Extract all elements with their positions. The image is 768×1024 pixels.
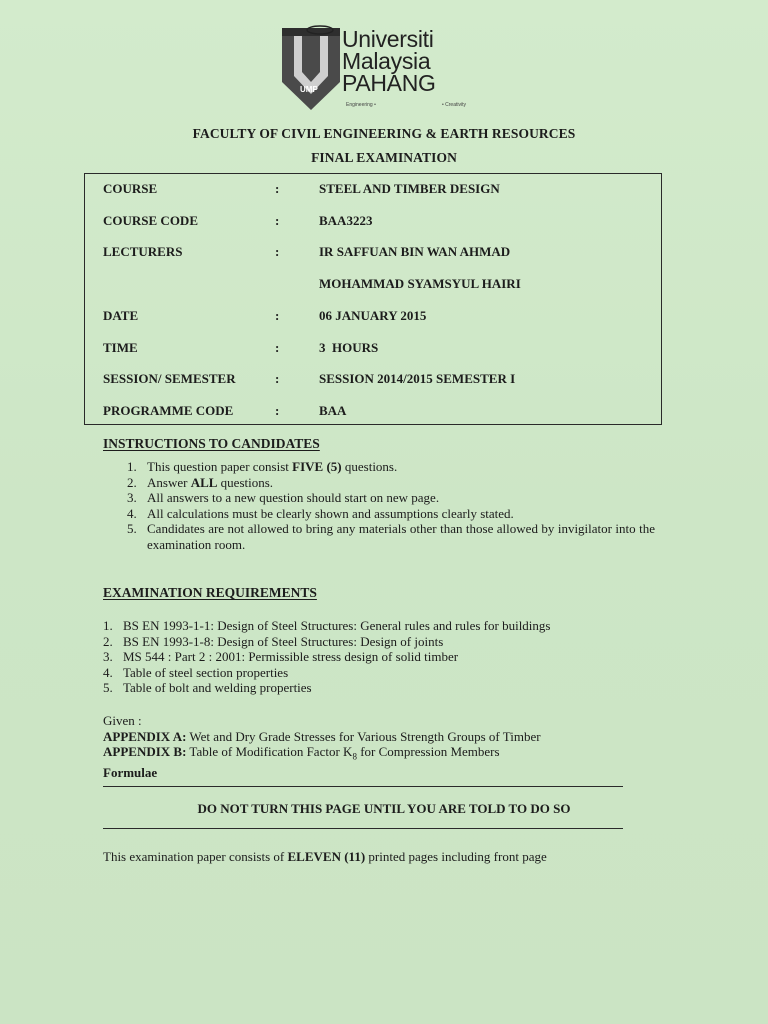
exam-title: FINAL EXAMINATION [311,150,457,165]
logo-tagline [346,102,466,108]
item-text: MS 544 : Part 2 : 2001: Permissible stress design of solid timber [123,649,459,664]
formulae-label: Formulae [103,765,158,781]
colon: : [275,403,280,418]
item-number: 1. [103,618,113,633]
instructions-list [127,459,655,552]
requirements-title: EXAMINATION REQUIREMENTS [103,585,317,600]
appendix-b-text: Table of Modification Factor K [186,744,353,759]
appendix-a-text: Wet and Dry Grade Stresses for Various Strength Groups of Timber [186,728,541,744]
colon: : [275,371,280,386]
tagline-left: Engineering • [346,102,376,108]
list-item [127,506,655,522]
list-item [127,475,655,491]
ump-shield-icon [280,22,342,112]
university-name [342,28,436,94]
list-item [103,618,643,634]
item-number: 3. [127,490,137,505]
list-item [127,521,655,552]
requirements-list [103,618,643,696]
lecturer-2: MOHAMMAD SYAMSYUL HAIRI [319,276,521,291]
appendix-a [103,729,541,745]
ump-badge-text: UMP [300,85,318,94]
given-block [103,713,541,781]
item-number: 5. [103,680,113,695]
colon: : [275,308,280,323]
session-label: SESSION/ SEMESTER [103,371,236,386]
university-logo [280,22,480,114]
lecturers-label: LECTURERS [103,244,183,259]
footer-bold: ELEVEN (11) [287,849,366,864]
item-text: All answers to a new question should start on new page. [147,490,440,505]
item-text: BS EN 1993-1-8: Design of Steel Structures: Design of joints [123,633,444,649]
item-number: 4. [127,505,137,521]
item-text: Candidates are not allowed to bring any materials other than those allowed by invigilator into the examination room. [147,521,655,552]
warning-notice: DO NOT TURN THIS PAGE UNTIL YOU ARE TOLD TO DO SO [197,801,571,816]
faculty-name: FACULTY OF CIVIL ENGINEERING & EARTH RESOURCES [192,126,576,141]
programme-label: PROGRAMME CODE [103,403,234,418]
appendix-b-label: APPENDIX B: [103,744,187,759]
item-text: This question paper consist [147,459,293,474]
item-number: 2. [127,474,137,490]
session-value: SESSION 2014/2015 SEMESTER I [319,371,516,386]
item-text: All calculations must be clearly shown and assumptions clearly stated. [147,505,514,521]
appendix-b-tail: for Compression Members [356,744,500,759]
list-item [127,490,655,506]
item-text: Table of bolt and welding properties [123,680,312,695]
formulae [103,765,541,781]
appendix-b [103,744,541,765]
item-bold: ALL [190,474,218,490]
colon: : [275,340,280,355]
item-text: Table of steel section properties [123,664,289,680]
university-name-line1: Universiti [342,26,434,52]
divider-bottom [103,828,623,829]
university-name-line2: Malaysia [342,48,431,74]
instructions-title: INSTRUCTIONS TO CANDIDATES [103,436,320,451]
appendix-b-subscript: 8 [352,751,357,762]
item-number: 4. [103,664,113,680]
item-text: BS EN 1993-1-1: Design of Steel Structures: General rules and rules for buildings [123,618,551,633]
course-label: COURSE [103,181,158,196]
divider-top [103,786,623,787]
university-name-line3: PAHANG [342,70,436,96]
item-number: 5. [127,521,137,536]
time-label: TIME [103,340,138,355]
list-item [103,665,643,681]
colon: : [275,213,280,228]
list-item [103,649,643,665]
item-bold: FIVE (5) [292,459,342,474]
course-code-label: COURSE CODE [103,213,198,228]
item-text: Answer [147,474,191,490]
footer-text: This examination paper consists of [103,849,288,864]
colon: : [275,244,280,259]
item-number: 3. [103,649,113,664]
appendix-a-label: APPENDIX A: [103,728,187,744]
page-count-note [103,849,547,865]
list-item [103,680,643,696]
list-item [103,634,643,650]
course-info-box [84,173,662,425]
tagline-right: • Creativity [442,102,466,108]
footer-text-tail: printed pages including front page [365,849,547,864]
programme-value: BAA [319,403,347,418]
list-item [127,459,655,475]
date-label: DATE [103,308,139,323]
colon: : [275,181,280,196]
given-label: Given : [103,713,142,728]
lecturer-1: IR SAFFUAN BIN WAN AHMAD [319,244,511,259]
item-number: 2. [103,633,113,649]
course-value: STEEL AND TIMBER DESIGN [319,181,500,196]
item-text-tail: questions. [217,474,274,490]
time-value: 3 HOURS [319,340,379,355]
date-value: 06 JANUARY 2015 [319,308,427,323]
item-number: 1. [127,459,137,474]
item-text-tail: questions. [341,459,398,474]
course-code-value: BAA3223 [319,213,373,228]
